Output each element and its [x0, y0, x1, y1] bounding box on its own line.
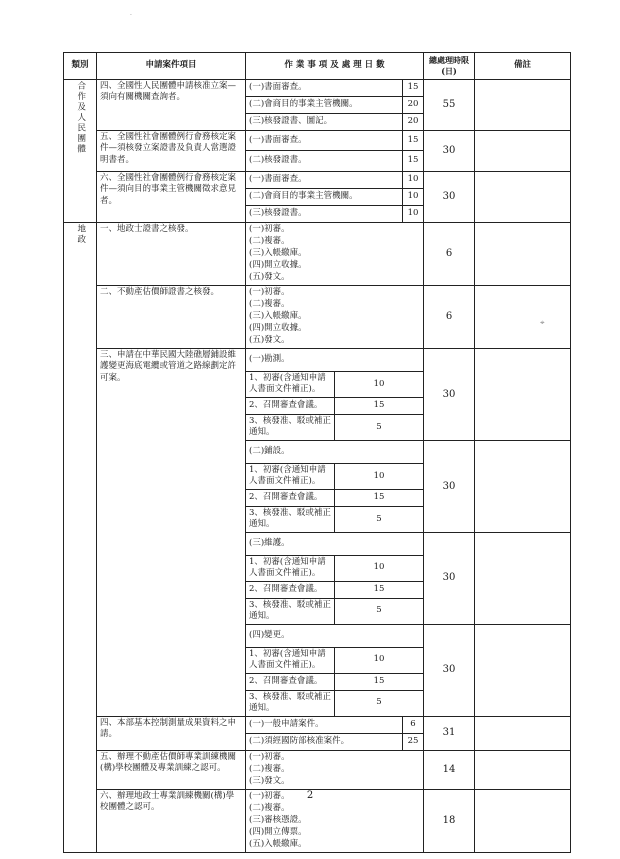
task-days: 15 [335, 397, 424, 414]
task-text: (一)初審。 [249, 751, 290, 762]
task-days: 15 [335, 581, 424, 598]
task-text: (一)一般申請案件。 [246, 717, 403, 734]
item-cell: 三、申請在中華民國大陸礁層鋪設維護變更海底電纜或管道之路線劃定許可案。 [97, 349, 246, 717]
item-cell: 一、地政士證書之核發。 [97, 223, 246, 286]
work-cell [246, 131, 424, 172]
category-label: 地政 [75, 224, 86, 245]
task-text: (四)開立收據。 [249, 323, 307, 333]
header-category: 類別 [64, 53, 97, 80]
note-cell [475, 131, 571, 172]
task-days: 10 [335, 555, 424, 581]
task-text: (一)書面審查。 [246, 131, 403, 151]
task-text: (二)複審。 [249, 299, 290, 309]
table-row [64, 286, 571, 349]
task-text: (三)審核憑證。 [249, 814, 307, 825]
task-days: 15 [335, 673, 424, 690]
task-text: (二)須經國防部核准案件。 [249, 735, 350, 746]
table-row [64, 131, 571, 172]
task-days: 10 [403, 172, 424, 189]
task-days: 5 [335, 690, 424, 715]
category-cell [64, 223, 97, 853]
task-text: 3、核發准、駁或補正通知。 [249, 415, 331, 438]
task-text: 1、初審(含通知申請人書面文件補正)。 [246, 647, 335, 673]
note-cell [475, 286, 571, 349]
task-text: 2、召開審查會議。 [246, 673, 335, 690]
task-text: (三)入帳繳庫。 [249, 311, 307, 321]
task-text: 2、召開審查會議。 [246, 489, 335, 506]
header-work: 作 業 事 項 及 處 理 日 數 [246, 53, 424, 80]
task-text: (五)發文。 [249, 272, 290, 282]
total-days: 14 [424, 750, 475, 789]
header-note: 備註 [475, 53, 571, 80]
item-cell: 二、不動產估價師證書之核發。 [97, 286, 246, 349]
work-cell [246, 349, 424, 441]
task-days: 5 [335, 506, 424, 531]
task-text: (二)會商目的事業主管機關。 [246, 97, 403, 114]
table-row [64, 750, 571, 789]
work-cell [246, 286, 424, 349]
total-days: 6 [424, 286, 475, 349]
task-days: 20 [403, 97, 424, 114]
total-days: 6 [424, 223, 475, 286]
item-cell: 五、全國性社會團體例行會務核定案件—須核發立案證書及負責人當選證明書者。 [97, 131, 246, 172]
item-cell: 四、全國性人民團體申請核准立案—須向有關機關查詢者。 [97, 80, 246, 131]
total-days: 30 [424, 624, 475, 716]
work-cell [246, 440, 424, 532]
task-days: 20 [403, 114, 424, 131]
task-days: 15 [403, 80, 424, 97]
task-days: 25 [403, 733, 424, 750]
total-days: 30 [424, 172, 475, 223]
work-cell [246, 716, 424, 750]
work-cell [246, 172, 424, 223]
header-total: 總處理時限(日) [424, 53, 475, 80]
task-text: (一)初審。 [249, 287, 290, 297]
task-days: 15 [403, 131, 424, 151]
task-text: 3、核發准、駁或補正通知。 [249, 507, 331, 530]
work-cell [246, 532, 424, 624]
task-text: (五)發文。 [249, 335, 290, 345]
processing-time-table [63, 52, 571, 853]
note-cell [475, 716, 571, 750]
note-cell [475, 172, 571, 223]
task-text: (三)核發證書、圖記。 [249, 116, 333, 127]
note-cell [475, 750, 571, 789]
total-days: 30 [424, 131, 475, 172]
task-days: 10 [335, 647, 424, 673]
task-group-head: (四)變更。 [246, 625, 423, 648]
task-group-head: (一)勘測。 [246, 349, 423, 372]
work-cell [246, 624, 424, 716]
category-label: 合作及人民團體 [75, 81, 86, 155]
task-text: 1、初審(含通知申請人書面文件補正)。 [246, 463, 335, 489]
task-text: (二)會商目的事業主管機關。 [246, 189, 403, 206]
table-row [64, 223, 571, 286]
table-row [64, 80, 571, 131]
task-days: 5 [335, 414, 424, 439]
task-days: 10 [403, 206, 424, 223]
task-text: 2、召開審查會議。 [246, 397, 335, 414]
task-text: (四)開立收據。 [249, 260, 307, 270]
note-cell [475, 440, 571, 532]
table-row [64, 716, 571, 750]
task-text: (二)核發證書。 [249, 155, 307, 166]
task-text: (三)發文。 [249, 775, 290, 786]
task-text: (三)核發證書。 [249, 208, 307, 219]
task-days: 10 [335, 372, 424, 398]
task-text: 2、召開審查會議。 [246, 581, 335, 598]
task-text: (一)書面審查。 [246, 80, 403, 97]
table-row [64, 349, 571, 441]
total-days: 55 [424, 80, 475, 131]
category-cell [64, 80, 97, 223]
task-days: 10 [335, 463, 424, 489]
task-text: 3、核發准、駁或補正通知。 [249, 691, 331, 714]
task-text: (四)開立傳票。 [249, 826, 307, 837]
item-cell: 四、本部基本控制測量成果資料之申請。 [97, 716, 246, 750]
task-text: 3、核發准、駁或補正通知。 [249, 599, 331, 622]
task-group-head: (二)鋪設。 [246, 441, 423, 464]
scan-mark: · [130, 12, 132, 19]
note-cell [475, 624, 571, 716]
table-row [64, 172, 571, 223]
task-text: (二)複審。 [249, 802, 290, 813]
total-days: 18 [424, 789, 475, 852]
task-text: 1、初審(含通知申請人書面文件補正)。 [246, 555, 335, 581]
total-days: 30 [424, 532, 475, 624]
page-number: 2 [306, 790, 314, 801]
header-item: 申請案件項目 [97, 53, 246, 80]
task-days: 10 [403, 189, 424, 206]
total-days: 30 [424, 440, 475, 532]
note-cell [475, 80, 571, 131]
task-text: (二)複審。 [249, 236, 290, 246]
scan-mark: ⌖ [540, 318, 545, 327]
task-days: 15 [403, 151, 424, 172]
task-text: (一)初審。 [249, 224, 290, 234]
task-text: (一)書面審查。 [246, 172, 403, 189]
item-cell: 五、辦理不動產估價師專業訓練機關(構)學校團體及專業訓練之認可。 [97, 750, 246, 789]
task-days: 6 [403, 717, 424, 734]
work-cell [246, 223, 424, 286]
total-days: 30 [424, 349, 475, 441]
note-cell [475, 223, 571, 286]
table-header-row [64, 53, 571, 80]
work-cell [246, 750, 424, 789]
total-days: 31 [424, 716, 475, 750]
work-cell [246, 80, 424, 131]
task-text: (二)複審。 [249, 763, 290, 774]
task-text: (一)初審。 [249, 790, 290, 801]
task-text: 1、初審(含通知申請人書面文件補正)。 [246, 372, 335, 398]
note-cell [475, 532, 571, 624]
task-text: (三)入帳繳庫。 [249, 248, 307, 258]
task-days: 15 [335, 489, 424, 506]
item-cell: 六、辦理地政士專業訓練機關(構)學校團體之認可。 [97, 789, 246, 852]
task-days: 5 [335, 598, 424, 623]
task-group-head: (三)維護。 [246, 533, 423, 556]
task-text: (五)入帳繳庫。 [249, 838, 307, 849]
item-cell: 六、全國性社會團體例行會務核定案件—須向目的事業主管機關徵求意見者。 [97, 172, 246, 223]
note-cell [475, 349, 571, 441]
